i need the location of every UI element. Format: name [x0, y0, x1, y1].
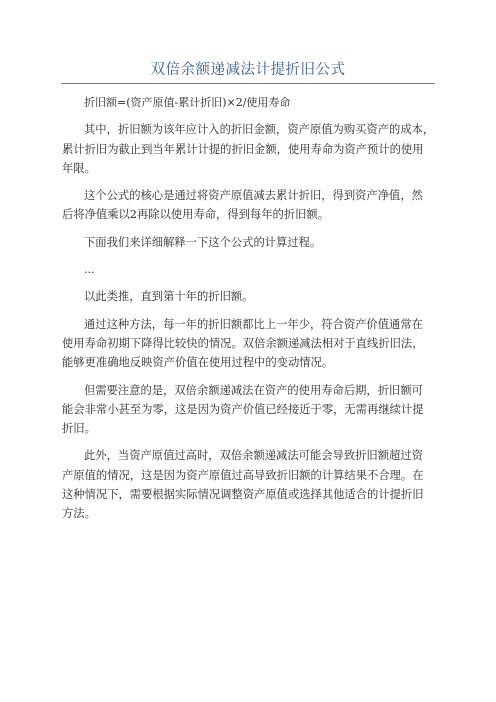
text-line: 产原值的情况，这是因为资产原值过高导致折旧额的计算结果不合理。在	[62, 468, 424, 482]
text-line: 以此类推，直到第十年的折旧额。	[84, 290, 254, 304]
text-line: 折旧。	[62, 422, 96, 436]
paragraph-ellipsis	[62, 260, 438, 279]
text-line: 后将净值乘以2再除以使用寿命，得到每年的折旧额。	[62, 208, 330, 222]
text-line: 但需要注意的是，双倍余额递减法在资产的使用寿命后期，折旧额可	[84, 383, 423, 397]
paragraph-intro-calc	[62, 233, 438, 252]
text-line: 能够更准确地反映资产价值在使用过程中的变动情况。	[62, 356, 334, 370]
paragraph-caution-late-life	[62, 381, 438, 439]
ellipsis-line: ...	[84, 263, 95, 277]
text-line: 其中，折旧额为该年应计入的折旧金额，资产原值为购买资产的成本，	[84, 123, 435, 137]
paragraph-definitions	[62, 120, 438, 178]
document-title: 双倍余额递减法计提折旧公式	[150, 62, 346, 78]
text-line: 累计折旧为截止到当年累计计提的折旧金额，使用寿命为资产预计的使用	[62, 142, 424, 156]
text-line: 此外，当资产原值过高时，双倍余额递减法可能会导致折旧额超过资	[84, 449, 423, 463]
paragraph-formula	[62, 93, 438, 112]
text-line: 年限。	[62, 161, 96, 175]
paragraph-and-so-on	[62, 287, 438, 306]
paragraph-method-advantage	[62, 315, 438, 373]
text-line: 使用寿命初期下降得比较快的情况。双倍余额递减法相对于直线折旧法，	[62, 336, 424, 350]
text-line: 能会非常小甚至为零，这是因为资产价值已经接近于零，无需再继续计提	[62, 402, 424, 416]
paragraph-core-idea	[62, 186, 438, 225]
title-underline	[61, 83, 435, 84]
text-line: 通过这种方法，每一年的折旧额都比上一年少，符合资产价值通常在	[84, 317, 423, 331]
text-line: 这个公式的核心是通过将资产原值减去累计折旧，得到资产净值，然	[84, 189, 423, 203]
formula-line: 折旧额=(资产原值-累计折旧)×2/使用寿命	[84, 96, 291, 109]
text-line: 这种情况下，需要根据实际情况调整资产原值或选择其他适合的计提折旧	[62, 488, 424, 502]
paragraph-caution-high-value	[62, 446, 438, 523]
text-line: 下面我们来详细解释一下这个公式的计算过程。	[84, 235, 322, 249]
text-line: 方法。	[62, 507, 96, 521]
document-body	[62, 93, 438, 532]
